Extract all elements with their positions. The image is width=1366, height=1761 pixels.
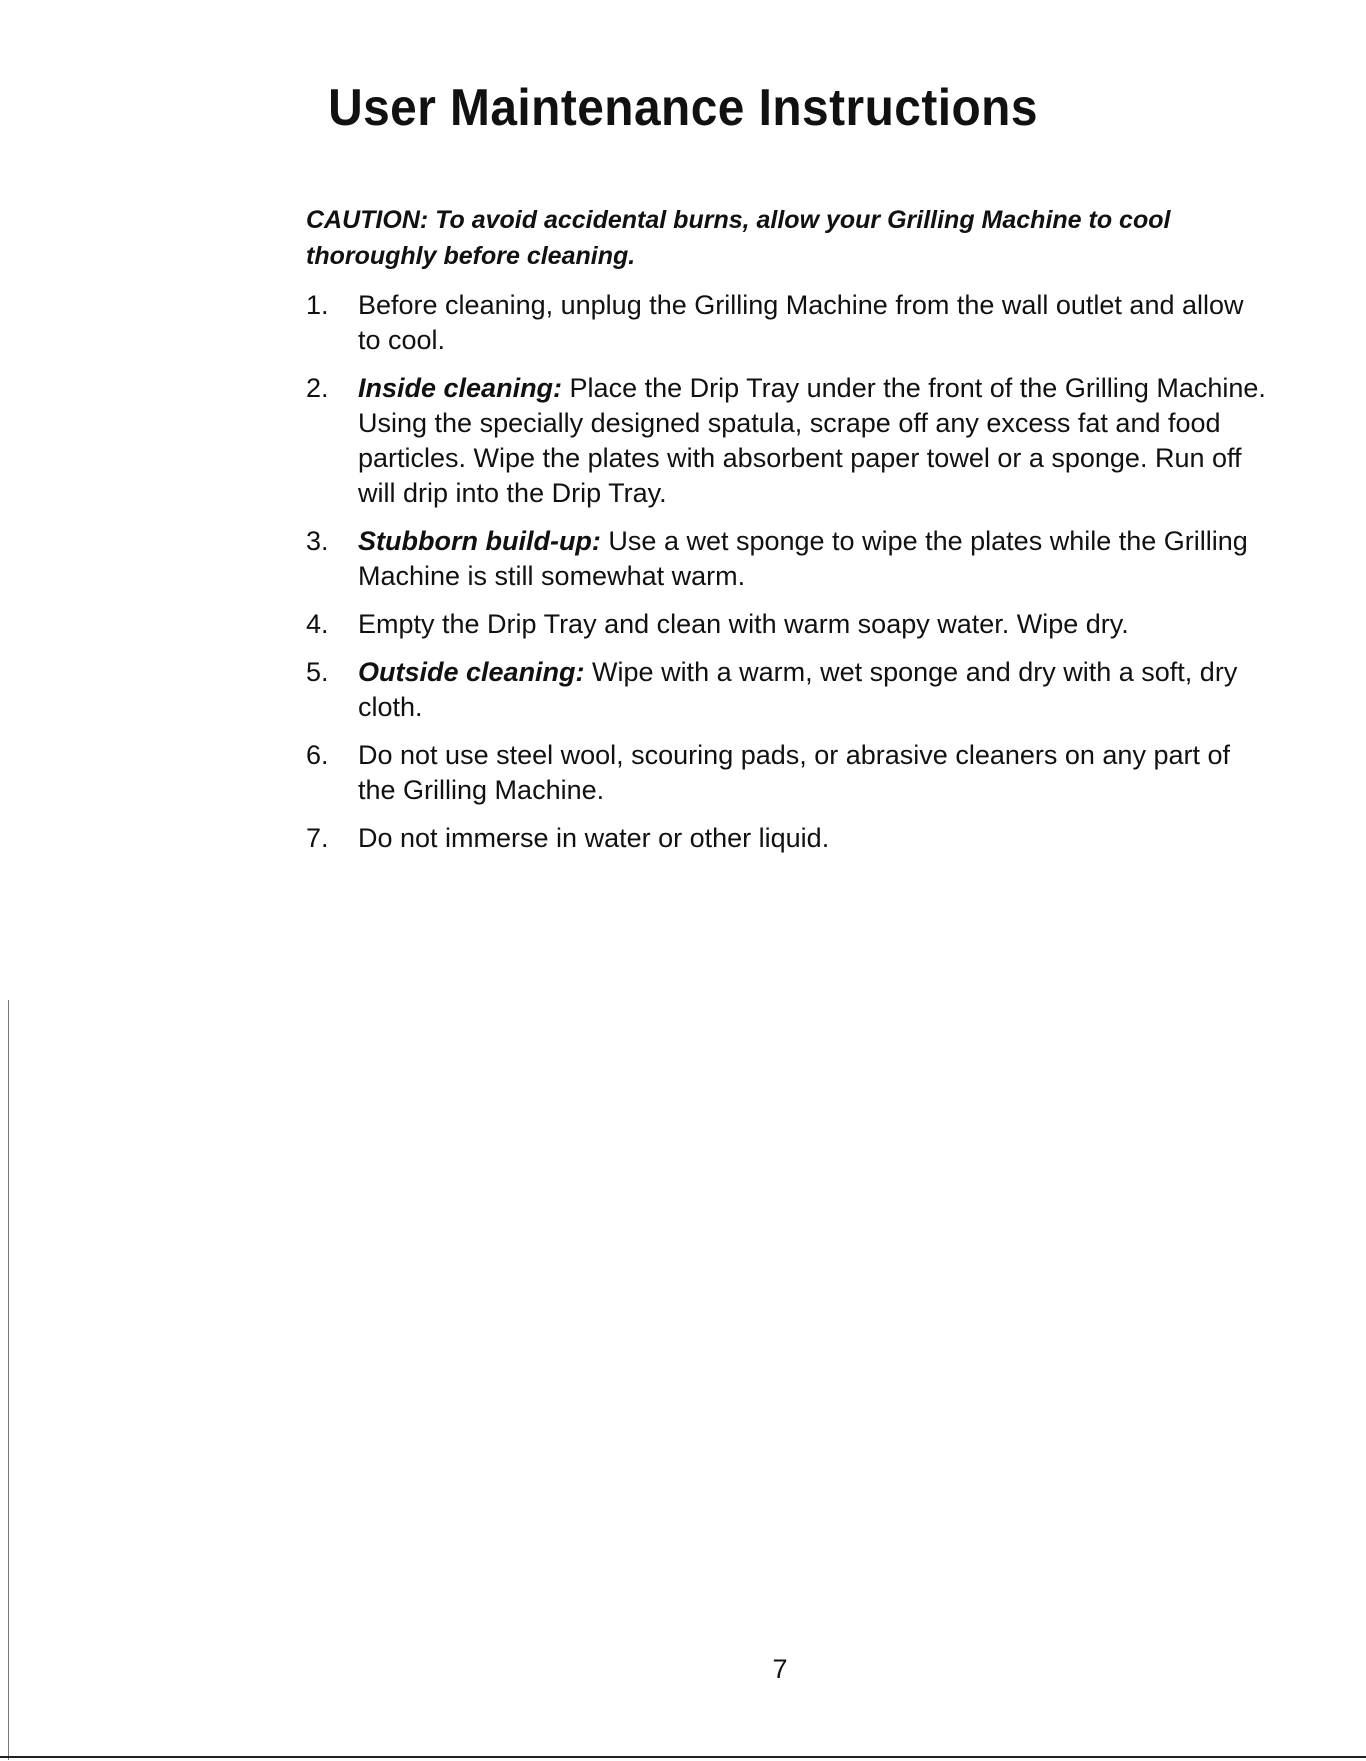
step-text: Before cleaning, unplug the Grilling Machine from the wall outlet and allow to cool. (358, 290, 1244, 355)
step-text: Empty the Drip Tray and clean with warm soapy water. Wipe dry. (358, 609, 1129, 639)
step-lead: Outside cleaning: (358, 657, 585, 687)
step-text: Do not immerse in water or other liquid. (358, 823, 830, 853)
step-lead: Inside cleaning: (358, 373, 563, 403)
step-text: Do not use steel wool, scouring pads, or abrasive cleaners on any part of the Grilling Machine. (358, 740, 1230, 805)
step-lead: Stubborn build-up: (358, 526, 601, 556)
page-number: 7 (772, 1654, 788, 1684)
step-number: 7. (306, 823, 329, 853)
step-1 (306, 288, 1266, 358)
step-number: 3. (306, 526, 329, 556)
page-title: User Maintenance Instructions (328, 79, 1038, 137)
step-text: Wipe with a warm, wet sponge and dry with a soft, dry cloth. (358, 657, 1238, 722)
step-number: 1. (306, 290, 329, 320)
step-7 (306, 821, 1266, 856)
caution-note: CAUTION: To avoid accidental burns, allow your Grilling Machine to cool thoroughly before cleaning. (306, 206, 1171, 270)
step-5 (306, 655, 1266, 725)
step-number: 2. (306, 373, 329, 403)
step-3 (306, 524, 1266, 594)
step-4 (306, 607, 1266, 642)
maintenance-steps-list (306, 288, 1266, 869)
scan-bottom-edge (0, 1756, 1366, 1758)
step-6 (306, 738, 1266, 808)
step-number: 6. (306, 740, 329, 770)
step-text: Use a wet sponge to wipe the plates while the Grilling Machine is still somewhat warm. (358, 526, 1248, 591)
scan-margin-line (8, 1000, 9, 1760)
step-text: Place the Drip Tray under the front of the Grilling Machine. Using the specially designed spatula, scrape off any excess fat and food particles. Wipe the plates with absorbent paper towel or a sponge. Run off will drip into the Drip Tray. (358, 373, 1266, 508)
step-number: 5. (306, 657, 329, 687)
step-number: 4. (306, 609, 329, 639)
step-2 (306, 371, 1266, 511)
